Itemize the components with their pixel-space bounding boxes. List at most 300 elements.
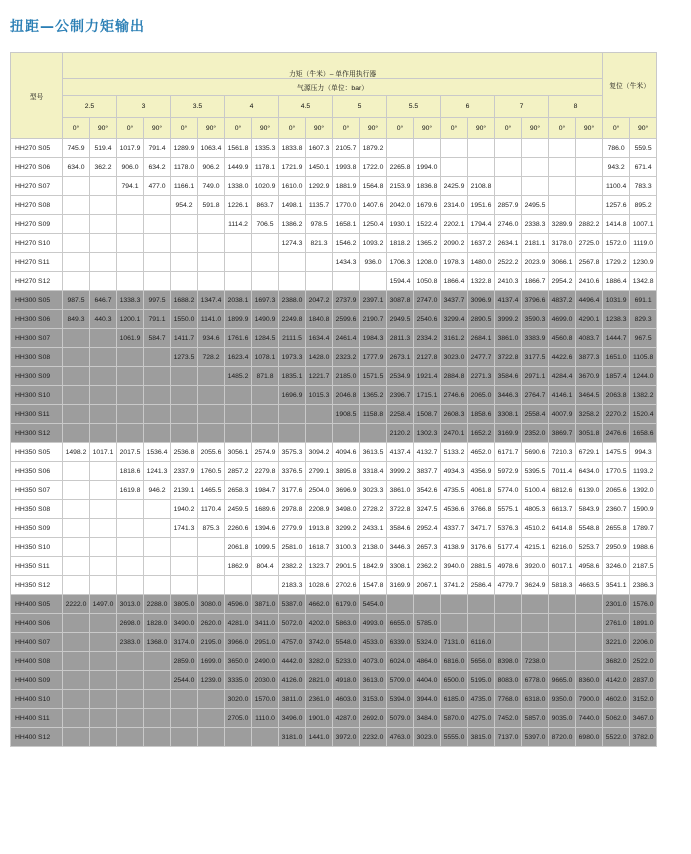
torque-cell: 3575.3 [279, 443, 306, 462]
torque-cell [63, 253, 90, 272]
torque-cell: 3178.0 [549, 234, 576, 253]
table-row [11, 633, 691, 652]
torque-cell: 2764.7 [522, 386, 549, 405]
torque-cell: 804.4 [252, 557, 279, 576]
torque-cell: 3584.6 [495, 367, 522, 386]
torque-cell: 4146.1 [549, 386, 576, 405]
torque-cell [198, 709, 225, 728]
torque-cell: 1546.2 [333, 234, 360, 253]
torque-cell: 1141.0 [198, 310, 225, 329]
torque-cell: 1652.2 [468, 424, 495, 443]
torque-cell: 1428.0 [306, 348, 333, 367]
torque-cell: 2046.8 [333, 386, 360, 405]
torque-cell: 2271.3 [468, 367, 495, 386]
torque-cell [90, 633, 117, 652]
torque-cell: 5857.0 [522, 709, 549, 728]
torque-cell: 2265.8 [387, 158, 414, 177]
torque-cell: 4061.8 [468, 481, 495, 500]
torque-cell [198, 234, 225, 253]
torque-cell: 2536.8 [171, 443, 198, 462]
torque-cell [225, 576, 252, 595]
reset-cell: 1891.0 [630, 614, 657, 633]
torque-cell: 9350.0 [549, 690, 576, 709]
torque-cell: 1984.7 [252, 481, 279, 500]
torque-cell [198, 272, 225, 291]
torque-cell [198, 253, 225, 272]
torque-cell: 3498.0 [333, 500, 360, 519]
torque-cell [90, 367, 117, 386]
torque-cell: 3094.2 [306, 443, 333, 462]
model-cell: HH400 S07 [11, 633, 63, 652]
torque-cell [576, 196, 603, 215]
pressure-header: 气源压力（单位：bar） [63, 79, 603, 96]
torque-cell [252, 272, 279, 291]
torque-cell: 1050.8 [414, 272, 441, 291]
torque-cell [117, 652, 144, 671]
torque-cell [117, 709, 144, 728]
torque-cell: 6816.0 [441, 652, 468, 671]
reset-cell: 2655.8 [603, 519, 630, 538]
torque-cell: 6339.0 [387, 633, 414, 652]
torque-cell: 4918.0 [333, 671, 360, 690]
torque-cell: 3722.8 [387, 500, 414, 519]
torque-cell [90, 576, 117, 595]
torque-cell: 4290.1 [576, 310, 603, 329]
torque-cell: 1760.5 [198, 462, 225, 481]
reset-cell: 2837.0 [630, 671, 657, 690]
torque-cell: 2490.0 [252, 652, 279, 671]
reset-cell: 559.5 [630, 139, 657, 158]
angle-header: 90° [306, 118, 333, 139]
torque-cell [495, 177, 522, 196]
torque-cell: 1828.0 [144, 614, 171, 633]
torque-cell: 4126.0 [279, 671, 306, 690]
torque-cell: 2504.0 [306, 481, 333, 500]
torque-cell: 5195.0 [468, 671, 495, 690]
torque-cell: 2030.0 [252, 671, 279, 690]
model-cell: HH300 S07 [11, 329, 63, 348]
torque-cell: 2337.9 [171, 462, 198, 481]
reset-cell: 2206.0 [630, 633, 657, 652]
torque-cell [63, 348, 90, 367]
torque-cell: 1135.7 [306, 196, 333, 215]
torque-cell: 4596.0 [225, 595, 252, 614]
torque-cell: 1200.1 [117, 310, 144, 329]
torque-cell: 2388.0 [279, 291, 306, 310]
pressure-value: 4 [225, 96, 279, 118]
torque-cell: 706.5 [252, 215, 279, 234]
torque-cell [117, 690, 144, 709]
torque-cell [441, 614, 468, 633]
torque-cell: 2383.0 [117, 633, 144, 652]
torque-cell: 2857.2 [225, 462, 252, 481]
torque-cell: 3437.7 [441, 291, 468, 310]
reset-cell: 4142.0 [603, 671, 630, 690]
torque-cell: 3796.6 [522, 291, 549, 310]
torque-cell: 1607.3 [306, 139, 333, 158]
torque-cell: 6024.0 [387, 652, 414, 671]
torque-cell [90, 728, 117, 747]
torque-cell: 519.4 [90, 139, 117, 158]
reset-cell: 967.5 [630, 329, 657, 348]
torque-cell: 1564.8 [360, 177, 387, 196]
torque-cell [225, 424, 252, 443]
torque-cell: 1322.8 [468, 272, 495, 291]
torque-cell: 2737.9 [333, 291, 360, 310]
torque-cell [90, 348, 117, 367]
torque-cell: 4281.0 [225, 614, 252, 633]
torque-cell: 5843.9 [576, 500, 603, 519]
torque-cell [495, 158, 522, 177]
torque-cell: 5397.0 [522, 728, 549, 747]
torque-cell: 4993.0 [360, 614, 387, 633]
torque-cell [63, 481, 90, 500]
reset-cell: 4602.0 [603, 690, 630, 709]
torque-cell [144, 576, 171, 595]
pressure-value: 5 [333, 96, 387, 118]
torque-cell [63, 329, 90, 348]
torque-cell: 2634.1 [495, 234, 522, 253]
torque-cell: 2857.9 [495, 196, 522, 215]
torque-cell [90, 614, 117, 633]
angle-header: 0° [63, 118, 90, 139]
torque-cell [360, 424, 387, 443]
torque-cell: 3584.6 [387, 519, 414, 538]
torque-cell: 5072.0 [279, 614, 306, 633]
torque-cell: 1547.8 [360, 576, 387, 595]
torque-cell: 3613.5 [360, 443, 387, 462]
torque-cell [576, 177, 603, 196]
torque-cell: 946.2 [144, 481, 171, 500]
torque-cell: 1434.3 [333, 253, 360, 272]
angle-header: 0° [171, 118, 198, 139]
torque-cell: 1623.4 [225, 348, 252, 367]
torque-cell [522, 177, 549, 196]
torque-cell: 1842.9 [360, 557, 387, 576]
reset-cell: 783.3 [630, 177, 657, 196]
torque-header: 力矩（牛米）– 单作用执行器 [63, 53, 603, 79]
torque-cell [198, 728, 225, 747]
torque-cell: 1741.3 [171, 519, 198, 538]
table-row [11, 367, 691, 386]
torque-cell: 3087.8 [387, 291, 414, 310]
torque-cell: 2599.6 [333, 310, 360, 329]
torque-cell: 1688.2 [171, 291, 198, 310]
torque-cell [252, 576, 279, 595]
torque-cell: 6980.0 [576, 728, 603, 747]
torque-cell: 2581.0 [279, 538, 306, 557]
angle-header: 0° [495, 118, 522, 139]
reset-cell: 1193.2 [630, 462, 657, 481]
torque-cell [171, 405, 198, 424]
torque-cell [414, 139, 441, 158]
torque-cell: 4934.3 [441, 462, 468, 481]
torque-cell: 1017.1 [90, 443, 117, 462]
table-row [11, 652, 691, 671]
torque-cell: 1498.1 [279, 196, 306, 215]
torque-cell: 3161.2 [441, 329, 468, 348]
torque-cell [171, 253, 198, 272]
torque-cell: 2692.0 [360, 709, 387, 728]
torque-cell [495, 595, 522, 614]
torque-cell: 1292.9 [306, 177, 333, 196]
torque-cell [117, 500, 144, 519]
model-cell: HH350 S06 [11, 462, 63, 481]
torque-cell: 2190.7 [360, 310, 387, 329]
torque-cell [171, 386, 198, 405]
torque-cell: 3624.9 [522, 576, 549, 595]
torque-cell: 2362.2 [414, 557, 441, 576]
torque-cell [225, 386, 252, 405]
torque-cell: 954.2 [171, 196, 198, 215]
pressure-value: 7 [495, 96, 549, 118]
reset-cell: 5522.0 [603, 728, 630, 747]
torque-cell: 1761.6 [225, 329, 252, 348]
table-row [11, 291, 691, 310]
torque-cell: 4287.0 [333, 709, 360, 728]
torque-cell [90, 424, 117, 443]
torque-cell [63, 177, 90, 196]
torque-cell: 3174.0 [171, 633, 198, 652]
table-row [11, 443, 691, 462]
reset-cell: 1238.3 [603, 310, 630, 329]
torque-cell: 2258.4 [387, 405, 414, 424]
reset-header: 复位（牛米） [603, 53, 657, 118]
torque-cell: 2202.1 [441, 215, 468, 234]
torque-cell: 821.3 [306, 234, 333, 253]
reset-cell: 2187.5 [630, 557, 657, 576]
table-row [11, 671, 691, 690]
torque-cell [171, 728, 198, 747]
torque-cell [225, 253, 252, 272]
torque-cell: 6414.8 [549, 519, 576, 538]
table-row [11, 272, 691, 291]
torque-cell [117, 196, 144, 215]
torque-cell: 5548.0 [333, 633, 360, 652]
torque-cell: 1441.0 [306, 728, 333, 747]
torque-cell: 4533.0 [360, 633, 387, 652]
torque-cell: 2111.5 [279, 329, 306, 348]
torque-cell: 3613.0 [360, 671, 387, 690]
torque-cell [171, 272, 198, 291]
model-cell: HH270 S05 [11, 139, 63, 158]
torque-cell: 987.5 [63, 291, 90, 310]
torque-cell: 6216.0 [549, 538, 576, 557]
torque-cell [117, 405, 144, 424]
torque-cell [90, 215, 117, 234]
torque-cell [117, 576, 144, 595]
torque-cell [441, 595, 468, 614]
reset-cell: 1414.8 [603, 215, 630, 234]
torque-cell [549, 652, 576, 671]
torque-cell: 4202.0 [306, 614, 333, 633]
torque-cell: 5387.0 [279, 595, 306, 614]
torque-cell: 2558.4 [522, 405, 549, 424]
torque-cell [333, 272, 360, 291]
torque-cell: 3722.8 [495, 348, 522, 367]
torque-cell: 1166.1 [171, 177, 198, 196]
torque-cell: 1899.9 [225, 310, 252, 329]
torque-cell: 477.0 [144, 177, 171, 196]
torque-cell: 3080.0 [198, 595, 225, 614]
reset-cell: 671.4 [630, 158, 657, 177]
model-cell: HH270 S12 [11, 272, 63, 291]
torque-cell: 1858.6 [468, 405, 495, 424]
reset-cell: 3541.1 [603, 576, 630, 595]
torque-cell: 2971.1 [522, 367, 549, 386]
torque-cell: 6318.0 [522, 690, 549, 709]
torque-cell: 1818.2 [387, 234, 414, 253]
torque-cell: 3650.0 [225, 652, 252, 671]
torque-cell [333, 424, 360, 443]
torque-cell [279, 405, 306, 424]
torque-cell: 3023.0 [414, 728, 441, 747]
torque-cell [468, 614, 495, 633]
model-cell: HH350 S12 [11, 576, 63, 595]
torque-cell: 3861.0 [495, 329, 522, 348]
torque-cell: 1015.3 [306, 386, 333, 405]
torque-cell: 3811.0 [279, 690, 306, 709]
torque-cell [198, 405, 225, 424]
torque-cell [144, 272, 171, 291]
table-row [11, 690, 691, 709]
torque-cell: 3335.0 [225, 671, 252, 690]
torque-cell: 8083.0 [495, 671, 522, 690]
angle-header: 0° [549, 118, 576, 139]
reset-cell: 829.3 [630, 310, 657, 329]
torque-cell: 791.1 [144, 310, 171, 329]
torque-cell: 3020.0 [225, 690, 252, 709]
angle-header: 0° [441, 118, 468, 139]
torque-cell: 2658.3 [225, 481, 252, 500]
torque-cell: 749.0 [198, 177, 225, 196]
torque-cell: 5395.5 [522, 462, 549, 481]
model-cell: HH400 S09 [11, 671, 63, 690]
torque-cell: 3944.0 [414, 690, 441, 709]
torque-cell: 3299.4 [441, 310, 468, 329]
torque-cell: 3051.8 [576, 424, 603, 443]
torque-cell: 1411.7 [171, 329, 198, 348]
reset-cell: 1119.0 [630, 234, 657, 253]
torque-cell: 2673.1 [387, 348, 414, 367]
model-header: 型号 [11, 53, 63, 139]
angle-row [11, 118, 691, 139]
torque-cell: 646.7 [90, 291, 117, 310]
torque-cell: 1178.0 [171, 158, 198, 177]
torque-cell: 1840.8 [306, 310, 333, 329]
torque-cell: 6017.1 [549, 557, 576, 576]
torque-cell: 4094.6 [333, 443, 360, 462]
angle-header: 0° [117, 118, 144, 139]
torque-cell: 5870.0 [441, 709, 468, 728]
angle-header: 90° [414, 118, 441, 139]
torque-cell: 1226.1 [225, 196, 252, 215]
torque-cell [63, 272, 90, 291]
torque-cell: 1386.2 [279, 215, 306, 234]
model-cell: HH270 S11 [11, 253, 63, 272]
torque-cell: 2232.0 [360, 728, 387, 747]
torque-cell: 1498.2 [63, 443, 90, 462]
torque-cell: 1158.8 [360, 405, 387, 424]
table-row [11, 348, 691, 367]
torque-cell [171, 576, 198, 595]
torque-cell [90, 405, 117, 424]
torque-cell: 2901.5 [333, 557, 360, 576]
torque-cell: 4699.0 [549, 310, 576, 329]
torque-cell: 2410.3 [495, 272, 522, 291]
torque-cell: 1679.6 [414, 196, 441, 215]
torque-cell: 1993.8 [333, 158, 360, 177]
torque-cell: 3446.3 [387, 538, 414, 557]
reset-cell: 1572.0 [603, 234, 630, 253]
torque-cell: 584.7 [144, 329, 171, 348]
torque-cell: 3177.6 [279, 481, 306, 500]
torque-cell: 2747.0 [414, 291, 441, 310]
torque-cell: 2534.9 [387, 367, 414, 386]
torque-cell [144, 728, 171, 747]
torque-cell: 936.0 [360, 253, 387, 272]
torque-cell: 1170.4 [198, 500, 225, 519]
torque-cell: 2890.5 [468, 310, 495, 329]
torque-cell: 2702.6 [333, 576, 360, 595]
torque-cell [198, 690, 225, 709]
model-cell: HH350 S07 [11, 481, 63, 500]
torque-cell: 2746.6 [441, 386, 468, 405]
torque-cell: 2746.0 [495, 215, 522, 234]
torque-cell: 1715.1 [414, 386, 441, 405]
torque-cell: 745.9 [63, 139, 90, 158]
torque-cell [144, 405, 171, 424]
torque-cell: 794.1 [117, 177, 144, 196]
angle-header: 0° [225, 118, 252, 139]
torque-cell: 2352.0 [522, 424, 549, 443]
torque-cell: 2138.0 [360, 538, 387, 557]
torque-cell: 2433.1 [360, 519, 387, 538]
model-cell: HH300 S05 [11, 291, 63, 310]
model-cell: HH300 S06 [11, 310, 63, 329]
torque-cell: 3877.3 [576, 348, 603, 367]
reset-cell: 1105.8 [630, 348, 657, 367]
torque-cell [171, 234, 198, 253]
torque-cell [495, 139, 522, 158]
torque-cell: 3318.4 [360, 462, 387, 481]
torque-cell: 4132.7 [414, 443, 441, 462]
torque-cell [252, 424, 279, 443]
table-row [11, 310, 691, 329]
torque-cell [522, 614, 549, 633]
torque-cell: 1862.9 [225, 557, 252, 576]
torque-cell: 3742.0 [306, 633, 333, 652]
torque-cell: 3153.0 [360, 690, 387, 709]
table-body [11, 139, 691, 747]
torque-cell: 3972.0 [333, 728, 360, 747]
torque-cell: 1818.6 [117, 462, 144, 481]
model-cell: HH300 S10 [11, 386, 63, 405]
torque-cell: 1490.9 [252, 310, 279, 329]
torque-cell [144, 215, 171, 234]
torque-cell [63, 709, 90, 728]
torque-cell: 3056.1 [225, 443, 252, 462]
torque-cell: 4422.6 [549, 348, 576, 367]
torque-cell: 2067.1 [414, 576, 441, 595]
torque-cell: 2323.2 [333, 348, 360, 367]
torque-cell: 4603.0 [333, 690, 360, 709]
torque-cell: 1338.0 [225, 177, 252, 196]
torque-cell: 1594.4 [387, 272, 414, 291]
table-row [11, 728, 691, 747]
torque-cell [171, 709, 198, 728]
torque-cell: 1722.0 [360, 158, 387, 177]
